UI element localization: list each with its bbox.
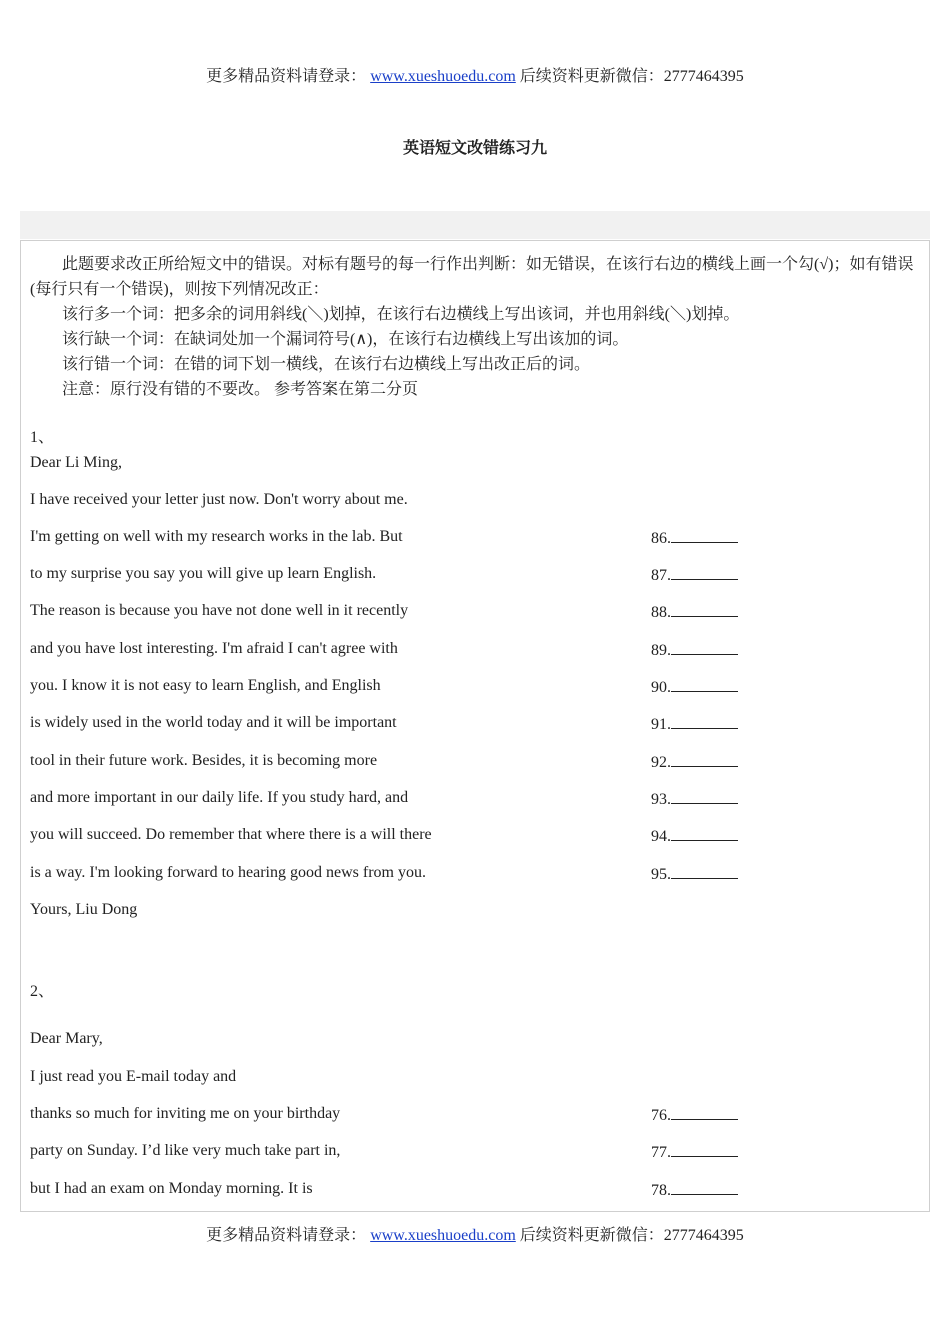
answer-number: 95.	[651, 866, 671, 883]
passage2-label: 2、	[30, 983, 55, 1000]
answer-blank[interactable]	[671, 563, 738, 580]
answer-slot-93[interactable]	[651, 787, 738, 811]
footer-suffix: 后续资料更新微信：2777464395	[519, 1227, 744, 1244]
answer-blank[interactable]	[671, 1103, 738, 1120]
passage1-line: you will succeed. Do remember that where there is a will there	[30, 826, 432, 843]
passage1-line: and more important in our daily life. If you study hard, and	[30, 789, 409, 806]
answer-slot-78[interactable]	[651, 1178, 738, 1202]
answer-blank[interactable]	[671, 787, 738, 804]
header-suffix: 后续资料更新微信：2777464395	[519, 68, 744, 85]
passage2-line: thanks so much for inviting me on your birthday	[30, 1105, 341, 1122]
passage1-line: to my surprise you say you will give up learn English.	[30, 565, 377, 582]
footer-prefix: 更多精品资料请登录：	[206, 1227, 367, 1244]
passage1-line: is widely used in the world today and it will be important	[30, 714, 397, 731]
answer-number: 92.	[651, 754, 671, 771]
answer-blank[interactable]	[671, 712, 738, 729]
passage1-line: is a way. I'm looking forward to hearing good news from you.	[30, 864, 426, 881]
answer-blank[interactable]	[671, 1178, 738, 1195]
answer-blank[interactable]	[671, 824, 738, 841]
answer-blank[interactable]	[671, 1140, 738, 1157]
answer-slot-92[interactable]	[651, 750, 738, 774]
passage1-line: I'm getting on well with my research works in the lab. But	[30, 528, 403, 545]
answer-slot-89[interactable]	[651, 638, 738, 662]
gray-band	[20, 211, 930, 239]
page-footer	[0, 1225, 950, 1247]
passage2-line: but I had an exam on Monday morning. It is	[30, 1180, 313, 1197]
footer-website-link[interactable]: www.xueshuoedu.com	[370, 1227, 516, 1244]
answer-number: 90.	[651, 679, 671, 696]
answer-slot-94[interactable]	[651, 824, 738, 848]
passage1-intro: I have received your letter just now. Don't worry about me.	[30, 491, 408, 508]
passage1-line: tool in their future work. Besides, it is becoming more	[30, 752, 378, 769]
passage1-line: you. I know it is not easy to learn English, and English	[30, 677, 381, 694]
passage2-greeting: Dear Mary,	[30, 1030, 103, 1047]
answer-blank[interactable]	[671, 675, 738, 692]
answer-slot-76[interactable]	[651, 1103, 738, 1127]
header-prefix: 更多精品资料请登录：	[206, 68, 367, 85]
answer-number: 76.	[651, 1107, 671, 1124]
answer-number: 89.	[651, 642, 671, 659]
instruction-paragraph: 此题要求改正所给短文中的错误。对标有题号的每一行作出判断：如无错误，在该行右边的横线上画一个勾(√)；如有错误(每行只有一个错误)，则按下列情况改正：	[30, 256, 914, 298]
instructions	[30, 252, 922, 402]
answer-number: 94.	[651, 828, 671, 845]
answer-number: 88.	[651, 604, 671, 621]
instruction-note: 注意：原行没有错的不要改。 参考答案在第二分页	[62, 381, 419, 398]
answer-slot-90[interactable]	[651, 675, 738, 699]
instruction-extra-word: 该行多一个词：把多余的词用斜线(＼)划掉，在该行右边横线上写出该词，并也用斜线(＼)划掉。	[62, 306, 740, 323]
answer-number: 91.	[651, 716, 671, 733]
answer-blank[interactable]	[671, 862, 738, 879]
answer-slot-86[interactable]	[651, 526, 738, 550]
answer-number: 93.	[651, 791, 671, 808]
page-header	[0, 66, 950, 88]
answer-slot-95[interactable]	[651, 862, 738, 886]
passage1-closing: Yours, Liu Dong	[30, 901, 138, 918]
answer-number: 87.	[651, 567, 671, 584]
passage2-line: party on Sunday. I’d like very much take part in,	[30, 1142, 341, 1159]
passage2-intro: I just read you E-mail today and	[30, 1068, 237, 1085]
page-title: 英语短文改错练习九	[402, 140, 547, 157]
passage1-line: and you have lost interesting. I'm afraid I can't agree with	[30, 640, 398, 657]
passage1-label: 1、	[30, 429, 55, 446]
passage1-greeting: Dear Li Ming,	[30, 454, 122, 471]
answer-blank[interactable]	[671, 750, 738, 767]
answer-number: 78.	[651, 1182, 671, 1199]
passage1-line: The reason is because you have not done well in it recently	[30, 602, 409, 619]
header-website-link[interactable]: www.xueshuoedu.com	[370, 68, 516, 85]
instruction-wrong-word: 该行错一个词：在错的词下划一横线，在该行右边横线上写出改正后的词。	[62, 356, 591, 373]
answer-slot-87[interactable]	[651, 563, 738, 587]
answer-blank[interactable]	[671, 600, 738, 617]
answer-slot-88[interactable]	[651, 600, 738, 624]
content-box	[20, 240, 930, 1212]
instruction-missing-word: 该行缺一个词：在缺词处加一个漏词符号(∧)，在该行右边横线上写出该加的词。	[62, 331, 629, 348]
answer-number: 86.	[651, 530, 671, 547]
answer-number: 77.	[651, 1144, 671, 1161]
answer-slot-77[interactable]	[651, 1140, 738, 1164]
answer-slot-91[interactable]	[651, 712, 738, 736]
answer-blank[interactable]	[671, 638, 738, 655]
answer-blank[interactable]	[671, 526, 738, 543]
